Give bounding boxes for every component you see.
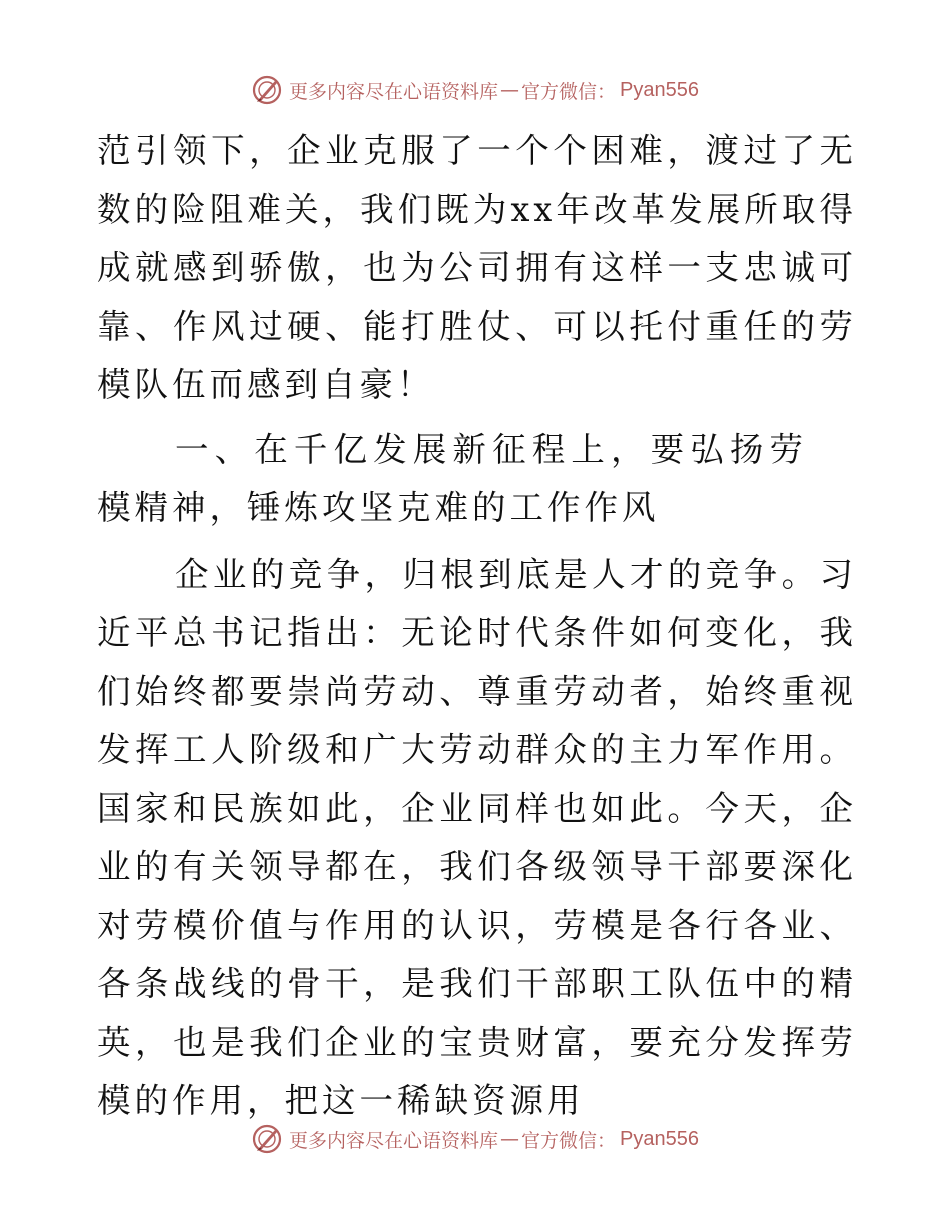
body-paragraph: 范引领下，企业克服了一个个困难，渡过了无数的险阻难关，我们既为xx年改革发展所取得成就感到骄傲，也为公司拥有这样一支忠诚可靠、作风过硬、能打胜仗、可以托付重任的劳模队伍而感到自豪！ bbox=[97, 131, 857, 404]
watermark-dash: — bbox=[500, 79, 520, 101]
footer-watermark bbox=[0, 1119, 950, 1159]
watermark-dash: — bbox=[500, 1128, 520, 1150]
header-watermark bbox=[0, 70, 950, 110]
watermark-wechat-id: Pyan556 bbox=[620, 78, 699, 101]
watermark-wechat-label: 官方微信： bbox=[521, 1129, 617, 1152]
watermark-wechat-id: Pyan556 bbox=[620, 1127, 699, 1150]
document-body bbox=[97, 122, 857, 1137]
watermark-wechat-label: 官方微信： bbox=[521, 80, 617, 103]
watermark-text: 更多内容尽在心语资料库 bbox=[289, 1129, 499, 1152]
body-paragraph: 企业的竞争，归根到底是人才的竞争。习近平总书记指出：无论时代条件如何变化，我们始终都要崇尚劳动、尊重劳动者，始终重视发挥工人阶级和广大劳动群众的主力军作用。国家和民族如此，企业同样也如此。今天，企业的有关领导都在，我们各级领导干部要深化对劳模价值与作用的认识，劳模是各行各业、各条战线的骨干，是我们干部职工队伍中的精英，也是我们企业的宝贵财富，要充分发挥劳模的作用，把这一稀缺资源用 bbox=[97, 554, 857, 1120]
quill-logo-icon bbox=[251, 74, 283, 106]
quill-logo-icon bbox=[251, 1123, 283, 1155]
section-heading: 一、在千亿发展新征程上，要弘扬劳模精神，锤炼攻坚克难的工作作风 bbox=[97, 429, 807, 527]
watermark-text: 更多内容尽在心语资料库 bbox=[289, 80, 499, 103]
